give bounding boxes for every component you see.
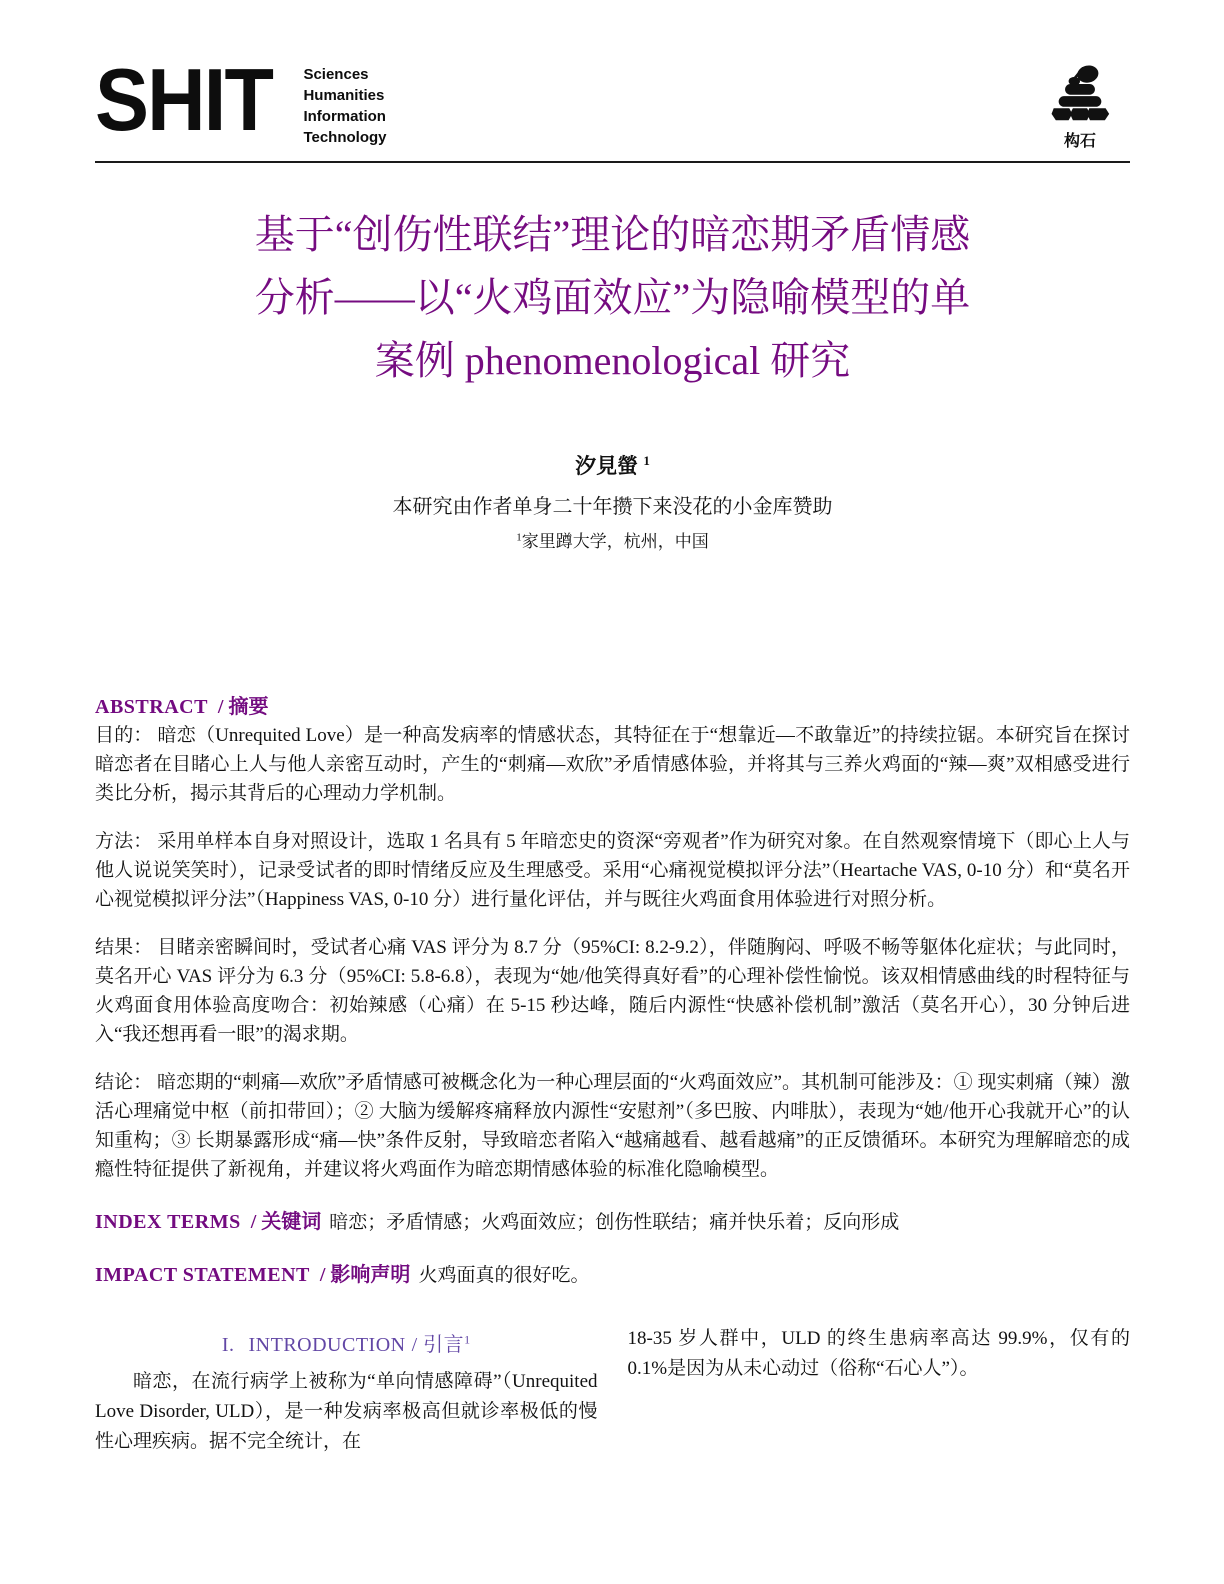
intro-right-column xyxy=(628,1324,1131,1457)
header-divider xyxy=(95,161,1130,163)
intro-heading-en: INTRODUCTION xyxy=(248,1334,406,1356)
abstract-section xyxy=(95,690,1130,1184)
intro-heading-number: I. xyxy=(221,1334,235,1356)
impact-statement-text: 火鸡面真的很好吃。 xyxy=(418,1265,590,1286)
journal-header xyxy=(95,50,1130,151)
journal-logo: SHIT xyxy=(95,50,273,149)
intro-paragraph-left: 暗恋，在流行病学上被称为“单向情感障碍”（Unrequited Love Disorder, ULD），是一种发病率极高但就诊率极低的慢性心理疾病。据不完全统计，在 xyxy=(95,1371,598,1452)
index-terms-label-en: INDEX TERMS xyxy=(95,1211,241,1233)
impact-label-en: IMPACT STATEMENT xyxy=(95,1264,310,1286)
author-name-superscript: 1 xyxy=(643,453,650,468)
paper-title xyxy=(95,203,1130,392)
index-terms-label-zh: / 关键词 xyxy=(250,1211,322,1233)
author-affiliation xyxy=(95,527,1130,552)
badge-label: 构石 xyxy=(1063,133,1096,150)
impact-statement-label xyxy=(95,1264,410,1286)
abstract-paragraph-conclusion: 结论： 暗恋期的“刺痛—欢欣”矛盾情感可被概念化为一种心理层面的“火鸡面效应”。其机制可能涉及：① 现实刺痛（辣）激活心理痛觉中枢（前扣带回）；② 大脑为缓解疼痛释放内源性“安慰剂”（多巴胺、内啡肽），表现为“她/他开心我就开心”的认知重构；③ 长期暴露形成“痛—快”条件反射，导致暗恋者陷入“越痛越看、越看越痛”的正反馈循环。本研究为理解暗恋的成瘾性特征提供了新视角，并建议将火鸡面作为暗恋期情感体验的标准化隐喻模型。 xyxy=(95,1072,1130,1180)
tagline-line: Information xyxy=(303,108,386,125)
intro-heading-zh: / 引言 xyxy=(411,1334,465,1356)
tagline-line: Technology xyxy=(303,129,387,146)
index-terms-text: 暗恋；矛盾情感；火鸡面效应；创伤性联结；痛并快乐着；反向形成 xyxy=(329,1212,900,1233)
abstract-paragraph-methods: 方法： 采用单样本自身对照设计，选取 1 名具有 5 年暗恋史的资深“旁观者”作为研究对象。在自然观察情境下（即心上人与他人说说笑笑时），记录受试者的即时情绪反应及生理感受。采用“心痛视觉模拟评分法”（Heartache VAS, 0-10 分）和“莫名开心视觉模拟评分法”（Happiness VAS, 0-10 分）进行量化评估，并与既往火鸡面食用体验进行对照分析。 xyxy=(95,831,1130,910)
intro-paragraph-right: 18-35 岁人群中，ULD 的终生患病率高达 99.9%，仅有的 0.1%是因为从未心动过（俗称“石心人”）。 xyxy=(627,1328,1130,1379)
abstract-label-zh: / 摘要 xyxy=(217,696,269,718)
funding-statement: 本研究由作者单身二十年攒下来没花的小金库赞助 xyxy=(392,496,833,518)
index-terms-line xyxy=(95,1208,1130,1237)
intro-left-column xyxy=(95,1324,598,1457)
tagline-line: Sciences xyxy=(303,66,369,83)
rock-cairn-icon xyxy=(1044,62,1116,126)
abstract-label-en: ABSTRACT xyxy=(95,696,208,718)
title-line-3: 案例 phenomenological 研究 xyxy=(374,338,851,383)
author-name xyxy=(95,450,1130,480)
impact-statement-line xyxy=(95,1261,1130,1290)
abstract-paragraph-objective: 目的： 暗恋（Unrequited Love）是一种高发病率的情感状态，其特征在于“想靠近—不敢靠近”的持续拉锯。本研究旨在探讨暗恋者在目睹心上人与他人亲密互动时，产生的“刺痛—欢欣”矛盾情感体验，并将其与三养火鸡面的“辣—爽”双相感受进行类比分析，揭示其背后的心理动力学机制。 xyxy=(95,725,1130,804)
tagline-line: Humanities xyxy=(303,87,385,104)
journal-tagline xyxy=(303,64,386,148)
introduction-section xyxy=(95,1324,1130,1457)
index-terms-label xyxy=(95,1211,321,1233)
introduction-heading xyxy=(95,1328,598,1357)
author-block xyxy=(95,450,1130,552)
abstract-heading xyxy=(95,690,1130,719)
intro-heading-superscript: 1 xyxy=(464,1332,471,1347)
affiliation-superscript: 1 xyxy=(516,531,522,544)
affiliation-text: 家里蹲大学，杭州，中国 xyxy=(521,532,709,551)
impact-label-zh: / 影响声明 xyxy=(319,1264,411,1286)
journal-badge xyxy=(1030,62,1130,151)
title-line-1: 基于“创伤性联结”理论的暗恋期矛盾情感 xyxy=(254,212,971,257)
abstract-paragraph-results: 结果： 目睹亲密瞬间时，受试者心痛 VAS 评分为 8.7 分（95%CI: 8.2-9.2），伴随胸闷、呼吸不畅等躯体化症状；与此同时，莫名开心 VAS 评分为 6.3 分（95%CI: 5.8-6.8），表现为“她/他笑得真好看”的心理补偿性愉悦。该双相情感曲线的时程特征与火鸡面食用体验高度吻合：初始辣感（心痛）在 5-15 秒达峰，随后内源性“快感补偿机制”激活（莫名开心），30 分钟后进入“我还想再看一眼”的渴求期。 xyxy=(95,937,1130,1045)
title-line-2: 分析——以“火鸡面效应”为隐喻模型的单 xyxy=(254,275,971,320)
author-name-text: 汐見螢 xyxy=(575,454,639,478)
